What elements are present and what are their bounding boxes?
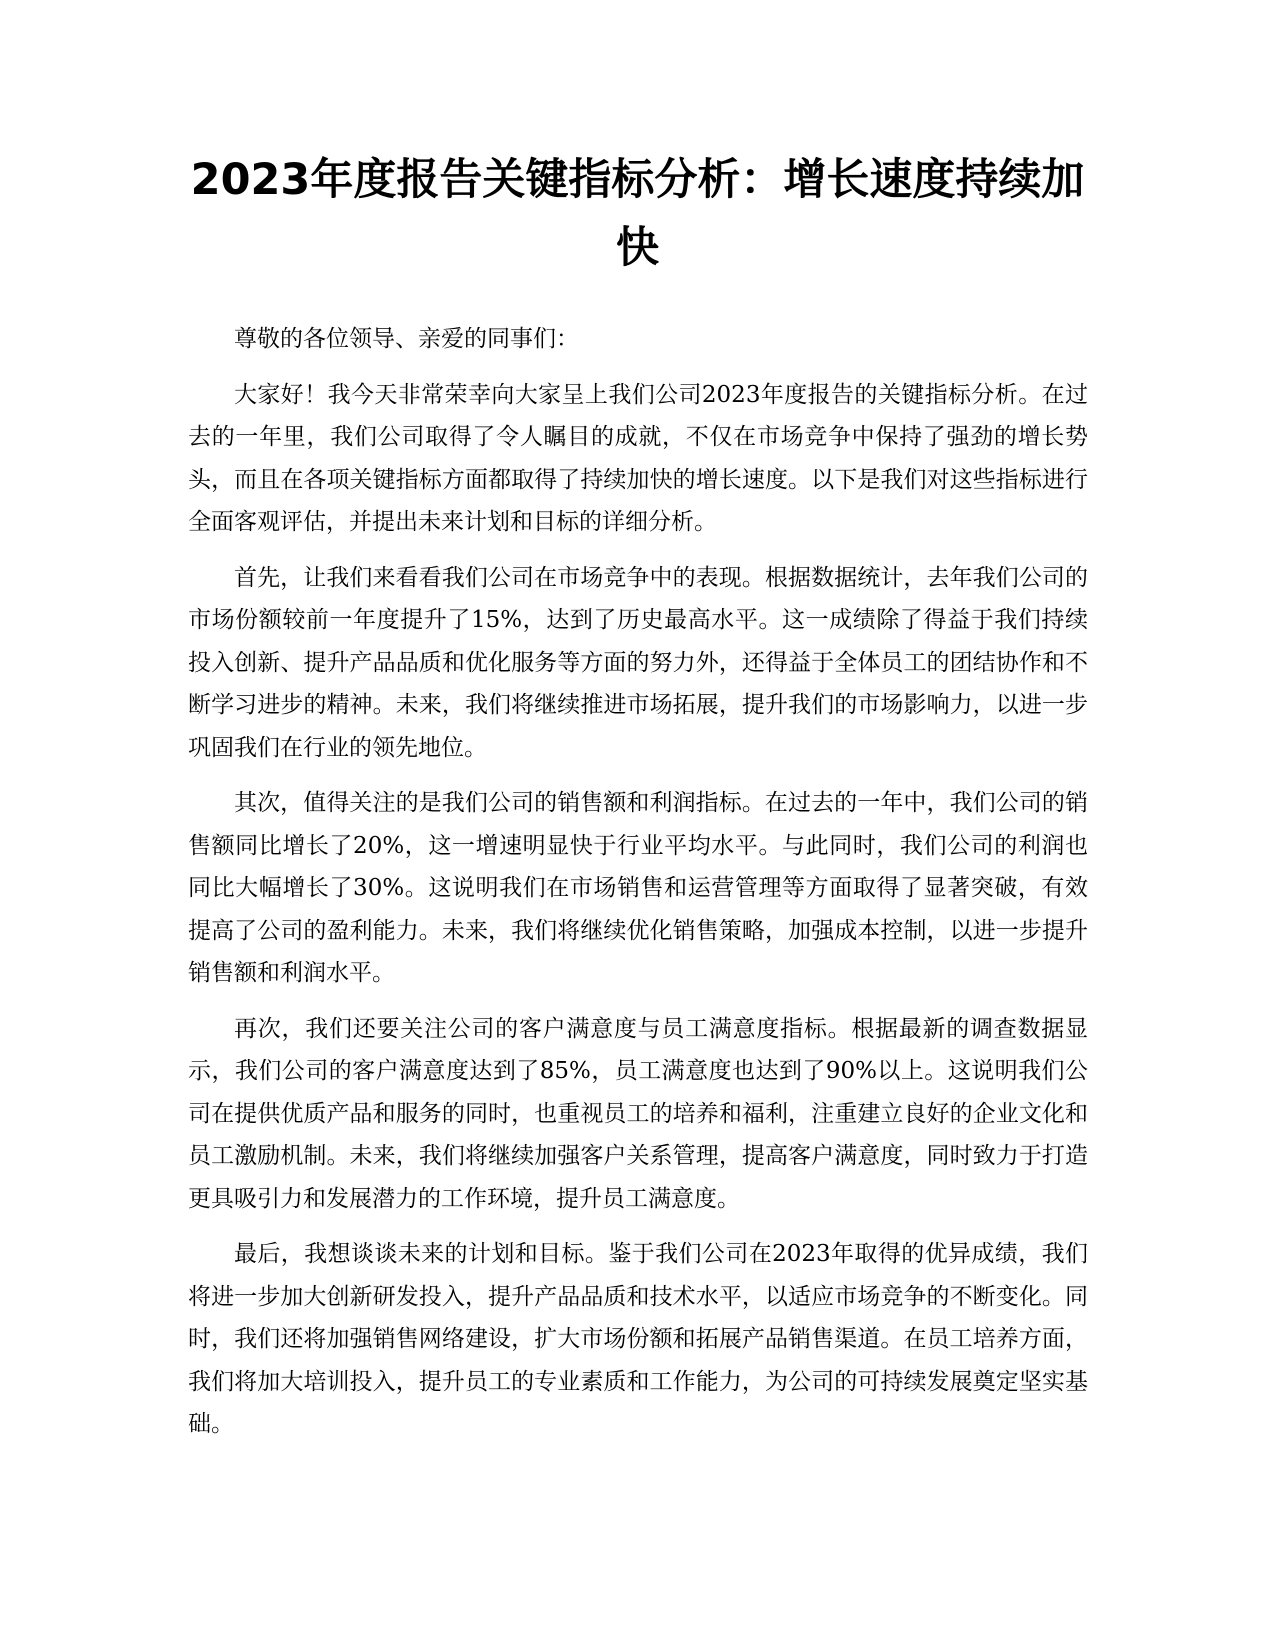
paragraph-sales-profit: 其次，值得关注的是我们公司的销售额和利润指标。在过去的一年中，我们公司的销售额同比增长了20%，这一增速明显快于行业平均水平。与此同时，我们公司的利润也同比大幅增长了30%。这说明我们在市场销售和运营管理等方面取得了显著突破，有效提高了公司的盈利能力。未来，我们将继续优化销售策略，加强成本控制，以进一步提升销售额和利润水平。 xyxy=(188,790,1088,986)
paragraph-intro: 大家好！我今天非常荣幸向大家呈上我们公司2023年度报告的关键指标分析。在过去的一年里，我们公司取得了令人瞩目的成就，不仅在市场竞争中保持了强劲的增长势头，而且在各项关键指标方面都取得了持续加快的增长速度。以下是我们对这些指标进行全面客观评估，并提出未来计划和目标的详细分析。 xyxy=(188,381,1088,535)
paragraph-future-plans: 最后，我想谈谈未来的计划和目标。鉴于我们公司在2023年取得的优异成绩，我们将进一步加大创新研发投入，提升产品品质和技术水平，以适应市场竞争的不断变化。同时，我们还将加强销售网络建设，扩大市场份额和拓展产品销售渠道。在员工培养方面，我们将加大培训投入，提升员工的专业素质和工作能力，为公司的可持续发展奠定坚实基础。 xyxy=(188,1241,1088,1437)
document-title: 2023年度报告关键指标分析：增长速度持续加快 xyxy=(190,155,1085,273)
greeting: 尊敬的各位领导、亲爱的同事们： xyxy=(234,326,579,352)
paragraph-satisfaction: 再次，我们还要关注公司的客户满意度与员工满意度指标。根据最新的调查数据显示，我们公司的客户满意度达到了85%，员工满意度也达到了90%以上。这说明我们公司在提供优质产品和服务的同时，也重视员工的培养和福利，注重建立良好的企业文化和员工激励机制。未来，我们将继续加强客户关系管理，提高客户满意度，同时致力于打造更具吸引力和发展潜力的工作环境，提升员工满意度。 xyxy=(188,1015,1088,1212)
paragraph-market-share: 首先，让我们来看看我们公司在市场竞争中的表现。根据数据统计，去年我们公司的市场份额较前一年度提升了15%，达到了历史最高水平。这一成绩除了得益于我们持续投入创新、提升产品品质和优化服务等方面的努力外，还得益于全体员工的团结协作和不断学习进步的精神。未来，我们将继续推进市场拓展，提升我们的市场影响力，以进一步巩固我们在行业的领先地位。 xyxy=(188,564,1088,761)
document-body xyxy=(188,318,1088,1459)
